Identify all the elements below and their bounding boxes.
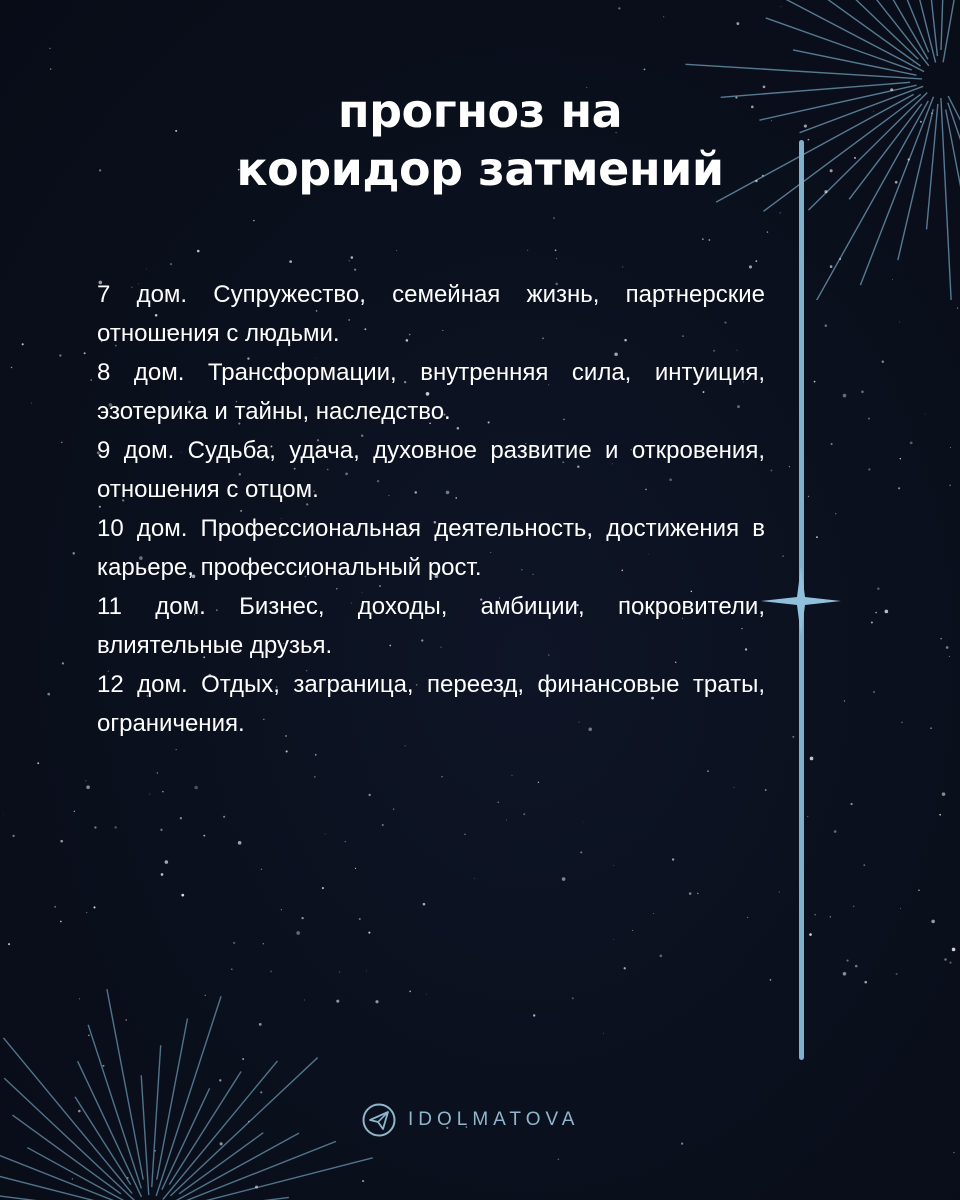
house-item-7: 7 дом. Супружество, семейная жизнь, партнерские отношения с людьми. (97, 281, 765, 347)
starburst-bottom-left (0, 980, 400, 1200)
title-line-1: прогноз на (337, 84, 623, 138)
house-item-10: 10 дом. Профессиональная деятельность, достижения в карьере, профессиональный рост. (97, 515, 765, 581)
brand-footer (362, 1103, 579, 1137)
page-title (0, 82, 960, 198)
brand-name: IDOLMATOVA (408, 1109, 580, 1130)
paper-plane-icon (362, 1103, 396, 1137)
title-line-2: коридор затмений (236, 142, 724, 196)
sparkle-star-icon (761, 566, 841, 636)
house-item-12: 12 дом. Отдых, заграница, переезд, финансовые траты, ограничения. (97, 671, 765, 737)
house-item-8: 8 дом. Трансформации, внутренняя сила, интуиция, эзотерика и тайны, наследство. (97, 359, 765, 425)
houses-list (97, 275, 765, 743)
house-item-9: 9 дом. Судьба, удача, духовное развитие и откровения, отношения с отцом. (97, 437, 765, 503)
house-item-11: 11 дом. Бизнес, доходы, амбиции, покровители, влиятельные друзья. (97, 593, 765, 659)
